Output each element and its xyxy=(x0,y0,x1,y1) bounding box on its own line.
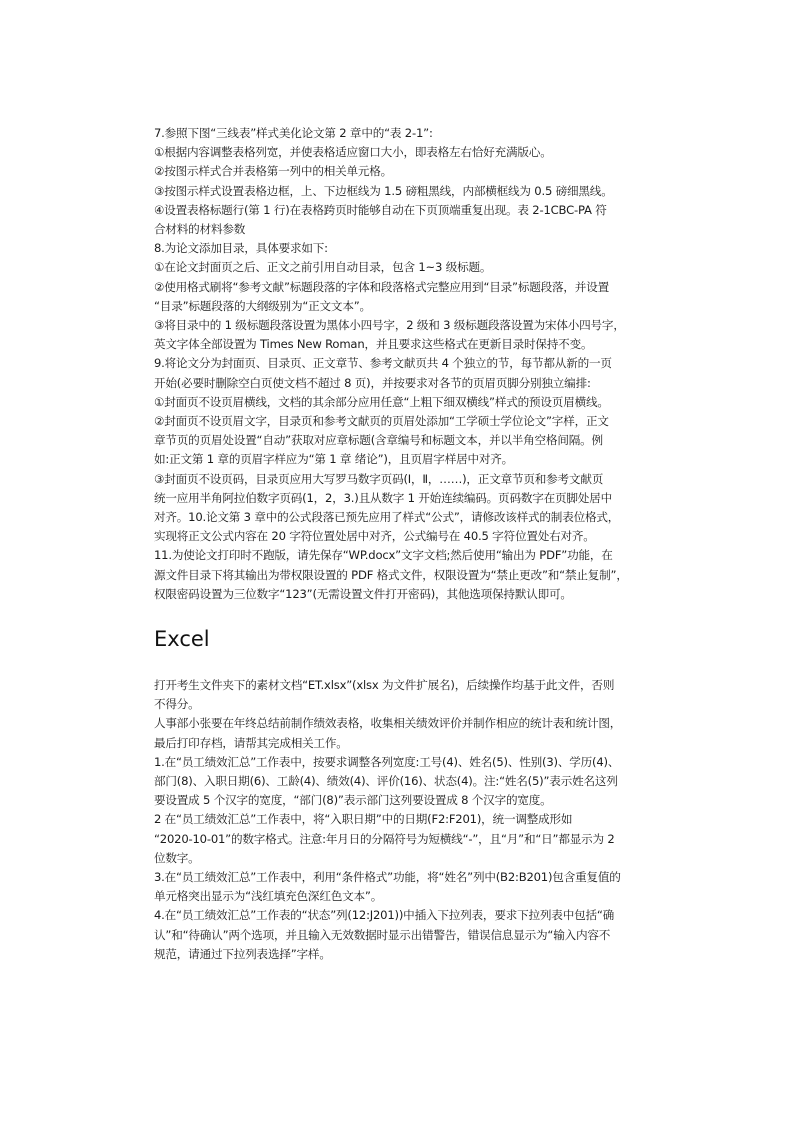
text-line: 11.为使论文打印时不跑版，请先保存“WP.docx”文字文档;然后使用“输出为 PDF”功能，在 xyxy=(154,548,613,563)
text-line: 权限密码设置为三位数字“123”(无需设置文件打开密码)，其他选项保持默认即可。 xyxy=(154,586,572,601)
text-line: ④设置表格标题行(第 1 行)在表格跨页时能够自动在下页顶端重复出现。表 2-1CBC-PA 符 xyxy=(154,202,607,217)
text-line: 部门(8)、入职日期(6)、工龄(4)、绩效(4)、评价(16)、状态(4)。注:“姓名(5)”表示姓名这列 xyxy=(154,774,618,789)
text-line: 源文件目录下将其输出为带权限设置的 PDF 格式文件，权限设置为“禁止更改”和“禁止复制”， xyxy=(154,567,628,582)
text-line: 9.将论文分为封面页、目录页、正文章节、参考文献页共 4 个独立的节，每节都从新的一页 xyxy=(154,356,612,371)
text-line: 实现将正文公式内容在 20 字符位置处居中对齐，公式编号在 40.5 字符位置处右对齐。 xyxy=(154,529,595,544)
text-line: ③按图示样式设置表格边框，上、下边框线为 1.5 磅粗黑线，内部横框线为 0.5 磅细黑线。 xyxy=(154,183,613,198)
text-line: 8.为论文添加目录，具体要求如下: xyxy=(154,241,328,256)
text-line: ②封面页不设页眉文字，目录页和参考文献页的页眉处添加“工学硕士学位论文”字样，正文 xyxy=(154,414,609,429)
text-line: 单元格突出显示为“浅红填充色深红色文本”。 xyxy=(154,889,383,904)
text-line: ①根据内容调整表格列宽，并使表格适应窗口大小，即表格左右恰好充满版心。 xyxy=(154,145,552,160)
text-line: 1.在“员工绩效汇总”工作表中，按要求调整各列宽度:工号(4)、姓名(5)、性别(3)、学历(4)、 xyxy=(154,754,620,769)
text-line: 不得分。 xyxy=(154,697,200,712)
word-instructions xyxy=(154,124,650,604)
text-line: ①在论文封面页之后、正文之前引用自动目录，包含 1~3 级标题。 xyxy=(154,260,492,275)
text-line: ③封面页不设页码，目录页应用大写罗马数字页码(Ⅰ，Ⅱ，……)，正文章节页和参考文献页 xyxy=(154,471,604,486)
text-line: 4.在“员工绩效汇总”工作表的“状态”列(12:J201))中插入下拉列表，要求下拉列表中包括“确 xyxy=(154,908,615,923)
text-line: “2020-10-01”的数字格式。注意:年月日的分隔符号为短横线“-”，且“月”和“日”都显示为 2 xyxy=(154,831,615,846)
text-line: 打开考生文件夹下的素材文档“ET.xlsx”(xlsx 为文件扩展名)，后续操作均基于此文件，否则 xyxy=(154,678,615,692)
text-line: 开始(必要时删除空白页使文档不超过 8 页)，并按要求对各节的页眉页脚分别独立编排: xyxy=(154,375,591,390)
text-line: 位数字。 xyxy=(154,850,200,865)
text-line: 合材料的材料参数 xyxy=(154,222,246,237)
text-line: 最后打印存档，请帮其完成相关工作。 xyxy=(154,735,348,750)
excel-instructions xyxy=(154,676,650,964)
text-line: 要设置成 5 个汉字的宽度，“部门(8)”表示部门这列要设置成 8 个汉字的宽度。 xyxy=(154,793,552,808)
text-line: 章节页的页眉处设置“自动”获取对应章标题(含章编号和标题文本，并以半角空格间隔。例 xyxy=(154,433,603,448)
text-line: 英文字体全部设置为 Times New Roman，并且要求这些格式在更新目录时保持不变。 xyxy=(154,337,593,352)
text-line: 如:正文第 1 章的页眉字样应为“第 1 章 绪论”)，且页眉字样居中对齐。 xyxy=(154,452,514,467)
text-line: “目录”标题段落的大纲级别为“正文文本”。 xyxy=(154,298,371,313)
text-line: 2 在“员工绩效汇总”工作表中，将“入职日期”中的日期(F2:F201)，统一调整成形如 xyxy=(154,812,573,827)
text-line: 统一应用半角阿拉伯数字页码(1，2，3.)且从数字 1 开始连续编码。页码数字在页脚处居中 xyxy=(154,490,612,505)
text-line: 人事部小张要在年终总结前制作绩效表格，收集相关绩效评价并制作相应的统计表和统计图， xyxy=(154,716,622,731)
text-line: ③将目录中的 1 级标题段落设置为黑体小四号字，2 级和 3 级标题段落设置为宋体小四号字， xyxy=(154,318,625,333)
text-line: ①封面页不设页眉横线，文档的其余部分应用任意“上粗下细双横线”样式的预设页眉横线。 xyxy=(154,394,609,409)
text-line: ②使用格式刷将“参考文献”标题段落的字体和段落格式完整应用到“目录”标题段落，并设置 xyxy=(154,279,609,294)
excel-heading: Excel xyxy=(154,627,210,651)
text-line: 认”和“待确认”两个选项，并且输入无效数据时显示出错警告，错误信息显示为“输入内容不 xyxy=(154,927,611,942)
text-line: 3.在“员工绩效汇总”工作表中，利用“条件格式”功能，将“姓名”列中(B2:B201)包含重复值的 xyxy=(154,870,621,885)
text-line: ②按图示样式合并表格第一列中的相关单元格。 xyxy=(154,164,393,179)
text-line: 规范，请通过下拉列表选择”字样。 xyxy=(154,946,331,961)
text-line: 7.参照下图“三线表”样式美化论文第 2 章中的“表 2-1”: xyxy=(154,126,433,140)
text-line: 对齐。10.论文第 3 章中的公式段落已预先应用了样式“公式”，请修改该样式的制表位格式， xyxy=(154,510,620,525)
